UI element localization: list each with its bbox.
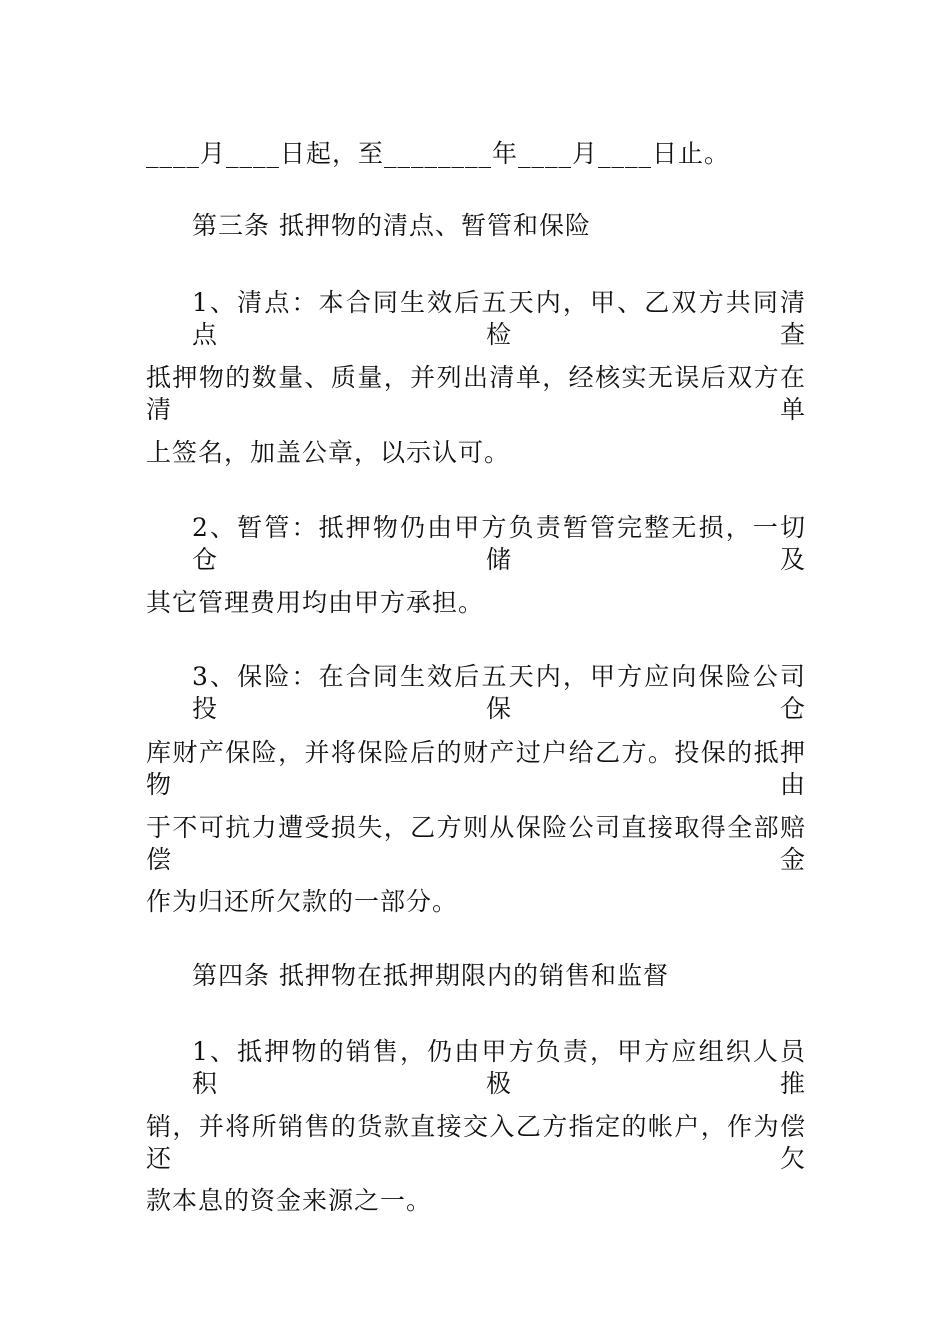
article-4-clause-1-line-2: 销，并将所销售的货款直接交入乙方指定的帐户，作为偿还欠 [146,1112,806,1173]
article-4-heading: 第四条 抵押物在抵押期限内的销售和监督 [192,961,669,990]
article-3-clause-1-line-3: 上签名，加盖公章，以示认可。 [146,438,511,467]
article-3-clause-2-line-2: 其它管理费用均由甲方承担。 [146,588,485,617]
article-3-clause-3-line-3: 于不可抗力遭受损失，乙方则从保险公司直接取得全部赔偿金 [146,813,806,874]
article-3-clause-1-line-1: 1、清点：本合同生效后五天内，甲、乙双方共同清点检查 [192,288,806,349]
date-range-line: ____月____日起，至________年____月____日止。 [146,139,731,168]
article-4-clause-1-line-3: 款本息的资金来源之一。 [146,1186,433,1215]
article-3-heading: 第三条 抵押物的清点、暂管和保险 [192,211,591,240]
article-4-clause-1-line-1: 1、抵押物的销售，仍由甲方负责，甲方应组织人员积极推 [192,1037,806,1098]
article-3-clause-3-line-2: 库财产保险，并将保险后的财产过户给乙方。投保的抵押物由 [146,738,806,799]
article-3-clause-2-line-1: 2、暂管：抵押物仍由甲方负责暂管完整无损，一切仓储及 [192,513,806,574]
article-3-clause-1-line-2: 抵押物的数量、质量，并列出清单，经核实无误后双方在清单 [146,363,806,424]
article-3-clause-3-line-4: 作为归还所欠款的一部分。 [146,887,459,916]
article-3-clause-3-line-1: 3、保险：在合同生效后五天内，甲方应向保险公司投保仓 [192,662,806,723]
